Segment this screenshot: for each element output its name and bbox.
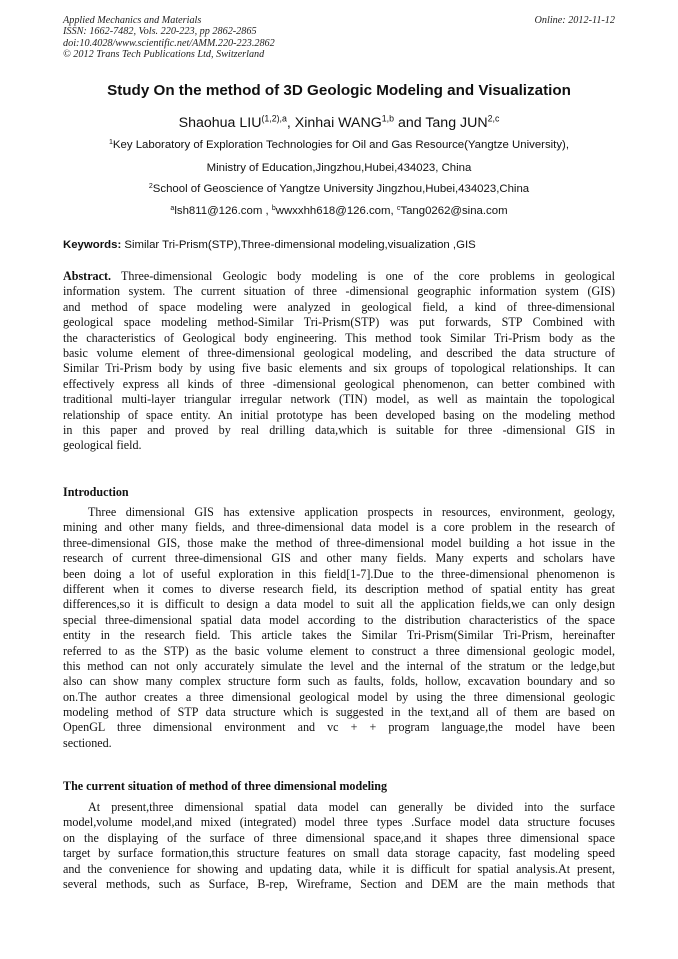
abstract-text: Three-dimensional Geologic body modeling is one of the core problems in geological (111, 269, 615, 283)
email-b: wwxxhh618@126.com, (275, 205, 397, 217)
section-heading-current-situation: The current situation of method of three dimensional modeling (63, 779, 388, 793)
affiliation-2 (40, 182, 638, 196)
body-line: differences,so it is difficult to design a data model to suit all the application fields,we can only design (63, 597, 615, 612)
abstract-line: relationship of space entity. An initial prototype has been developed basing on the modeling method (63, 407, 615, 422)
abstract-line: traditional multi-layer triangular irregular network (TIN) model, as well as maintain the topological (63, 392, 615, 407)
body-line: this method can not only accurately simulate the level and the internal of the stratum or the ledge,but (63, 658, 615, 673)
body-line: several methods, such as Surface, B-rep, Wireframe, Section and DEM are the main methods that (63, 876, 615, 891)
copyright-line: © 2012 Trans Tech Publications Ltd, Switzerland (63, 49, 265, 61)
affiliation-superscript: 1 (109, 138, 113, 146)
author-superscript: (1,2),a (261, 113, 287, 124)
author-separator: , (286, 115, 295, 131)
abstract-line: basic volume element of three-dimensional geological modeling, and described the data structure of (63, 345, 615, 360)
body-line: modeling method of STP data structure which is suggested in the text,and all of them are based on (63, 705, 615, 720)
author-separator: and (394, 115, 426, 131)
body-line: on.The author creates a three dimensional geological model by using the three dimensional geologic (63, 689, 615, 704)
email-superscript: a (170, 204, 175, 212)
affiliation-1-line-1 (40, 138, 638, 152)
paper-title: Study On the method of 3D Geologic Modeling and Visualization (107, 82, 571, 99)
author-name: Xinhai WANG (294, 115, 382, 131)
abstract-paragraph (63, 269, 615, 454)
email-superscript: c (396, 204, 401, 212)
body-line: model,volume model,and mixed (integrated) model three types .Surface model data structure focuses (63, 815, 615, 830)
abstract-line: in this paper and proved by real drilling data,which is suitable for three -dimensional GIS in (63, 422, 615, 437)
affiliation-text: Key Laboratory of Exploration Technologies for Oil and Gas Resource(Yangtze University), (112, 139, 569, 151)
body-line: Three dimensional GIS has extensive application prospects in resources, environment, geology, (88, 505, 615, 519)
keywords (63, 238, 623, 252)
keywords-label: Keywords: (63, 239, 122, 251)
body-line: three-dimensional GIS, those make the method of three-dimensional model building a hot issue in the (63, 535, 615, 550)
introduction-paragraph (63, 505, 615, 751)
body-line: At present,three dimensional spatial data model can generally be divided into the surface (88, 800, 615, 814)
author-superscript: 2,c (487, 113, 500, 124)
abstract-line: Similar Tri-Prism body by using five basic elements and six groups of topological relationships. It can (63, 361, 615, 376)
author-name: Shaohua LIU (178, 115, 262, 131)
journal-header (63, 15, 615, 61)
abstract-line: the characteristics of Geological body engineering. This method took Similar Tri-Prism body as the (63, 330, 615, 345)
abstract-line: information system. The current situation of three -dimensional geographic information system (GIS) (63, 284, 615, 299)
body-line: OpenGL three dimensional environment and vc + + program language,the model have been (63, 720, 615, 735)
body-line: on the displaying of the surface of three dimensional space,and it shapes three dimensional space (63, 830, 615, 845)
author-superscript: 1,b (381, 113, 395, 124)
affiliation-superscript: 2 (148, 182, 153, 190)
keywords-text: Similar Tri-Prism(STP),Three-dimensional modeling,visualization ,GIS (121, 239, 476, 251)
abstract-line-1 (63, 269, 615, 284)
email-c: Tang0262@sina.com (400, 205, 508, 217)
email-a: lsh811@126.com , (174, 205, 272, 217)
author-list (40, 114, 638, 132)
journal-name: Applied Mechanics and Materials (63, 15, 202, 26)
affiliation-text: School of Geoscience of Yangtze University Jingzhou,Hubei,434023,China (152, 183, 530, 195)
current-situation-paragraph (63, 800, 615, 892)
abstract-line: effectively express all kinds of three -dimensional geological phenomenon, can better combined with (63, 376, 615, 391)
author-name: Tang JUN (425, 115, 488, 131)
online-date: Online: 2012-11-12 (534, 15, 615, 26)
body-line: different when it comes to diverse research field, its description method of spatial entity has great (63, 581, 615, 596)
body-line: referred to as the STP) as the basic volume element to construct a three dimensional geologic model, (63, 643, 615, 658)
abstract-line: geological field. (63, 438, 142, 453)
abstract-label: Abstract. (63, 269, 112, 283)
body-line: been doing a lot of useful exploration in this field[1-7].Due to the three-dimensional phenomenon is (63, 566, 615, 581)
abstract-line: and method of space modeling were analyzed in geological field, a kind of three-dimensional (63, 299, 615, 314)
author-emails (40, 204, 638, 218)
body-line: entity in the research field. This article takes the Similar Tri-Prism(Similar Tri-Prism, hereinafter (63, 628, 615, 643)
body-line: also can show many complex structure form such as faults, folds, hollow, excavation boundary and so (63, 674, 615, 689)
body-line: sectioned. (63, 735, 112, 750)
body-line: target by surface formation,this structure features on small data storage capacity, fast modeling speed (63, 846, 615, 861)
body-line: research of current three-dimensional GIS and other many fields. Many experts and scholars have (63, 551, 615, 566)
body-line: mining and other many fields, and three-dimensional data model is a core problem in the research of (63, 520, 615, 535)
body-line: special three-dimensional spatial data model according to the distribution characteristics of the space (63, 612, 615, 627)
email-superscript: b (271, 204, 276, 212)
affiliation-1-line-2: Ministry of Education,Jingzhou,Hubei,434023, China (206, 162, 472, 174)
doi-line: doi:10.4028/www.scientific.net/AMM.220-223.2862 (63, 37, 275, 49)
body-line: and the convenience for showing and updating data, while it is difficult for spatial analysis.At present, (63, 861, 615, 876)
issn-line: ISSN: 1662-7482, Vols. 220-223, pp 2862-2865 (63, 26, 257, 38)
section-heading-introduction: Introduction (63, 485, 129, 499)
abstract-line: geological space modeling method-Similar Tri-Prism(STP) was put forwards, STP Combined with (63, 315, 615, 330)
